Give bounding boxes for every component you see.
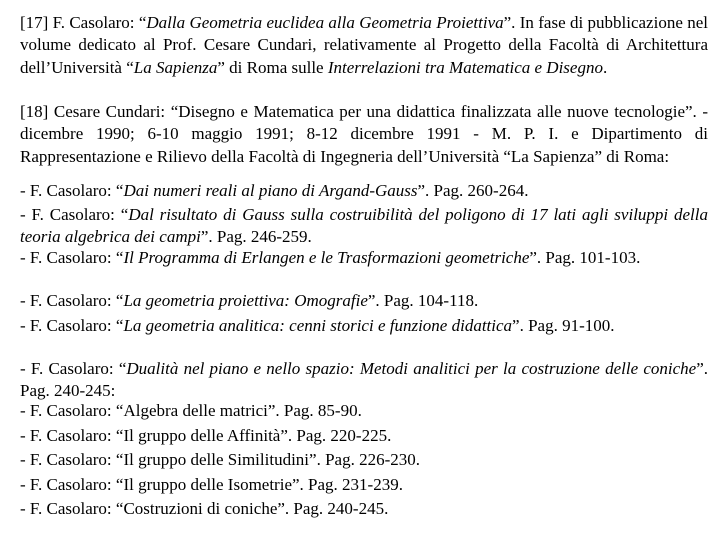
ref17-end: . <box>602 57 608 77</box>
list-item: - F. Casolaro: “Dal risultato di Gauss sulla costruibilità del poligono di 17 lati agli sviluppi della teoria algebrica dei campi”. Pag. 246-259. <box>20 205 708 247</box>
list-item: - F. Casolaro: “Il Programma di Erlangen e le Trasformazioni geometriche”. Pag. 101-103. <box>20 248 641 267</box>
ref17-middle2: ” di Roma sulle <box>217 57 328 77</box>
ref17-middle: ”. In fase di pubblicazione nel volume dedicato al Prof. Cesare Cundari, relativamente al Progetto della Facoltà di Architettura dell’Università “ <box>20 13 708 77</box>
list-item: - F. Casolaro: “Il gruppo delle Isometrie”. Pag. 231-239. <box>20 475 403 494</box>
list-item: - F. Casolaro: “Algebra delle matrici”. Pag. 85-90. <box>20 401 362 420</box>
list-item: - F. Casolaro: “Dai numeri reali al piano di Argand-Gauss”. Pag. 260-264. <box>20 181 529 200</box>
ref17-title: Dalla Geometria euclidea alla Geometria Proiettiva <box>146 13 504 32</box>
list-item: - F. Casolaro: “Dualità nel piano e nello spazio: Metodi analitici per la costruzione delle coniche”. Pag. 240-245: <box>20 359 708 401</box>
list-item: - F. Casolaro: “Il gruppo delle Affinità”. Pag. 220-225. <box>20 426 392 445</box>
list-item: - F. Casolaro: “Costruzioni di coniche”. Pag. 240-245. <box>20 499 389 518</box>
list-item: - F. Casolaro: “La geometria proiettiva: Omografie”. Pag. 104-118. <box>20 291 479 310</box>
ref17-topic: Interrelazioni tra Matematica e Disegno <box>327 57 603 77</box>
ref17-university: La Sapienza <box>133 57 218 77</box>
reference-17 <box>20 12 708 79</box>
list-item: - F. Casolaro: “La geometria analitica: cenni storici e funzione didattica”. Pag. 91-100. <box>20 316 615 335</box>
reference-18: [18] Cesare Cundari: “Disegno e Matematica per una didattica finalizzata alle nuove tecnologie”. - dicembre 1990; 6-10 maggio 1991; 8-12 dicembre 1991 - M. P. I. e Dipartimento di Rappresentazione e Rilievo della Facoltà di Ingegneria dell’Università “La Sapienza” di Roma: <box>20 102 708 166</box>
list-item: - F. Casolaro: “Il gruppo delle Similitudini”. Pag. 226-230. <box>20 450 420 469</box>
ref17-prefix: [17] F. Casolaro: “ <box>20 13 147 32</box>
